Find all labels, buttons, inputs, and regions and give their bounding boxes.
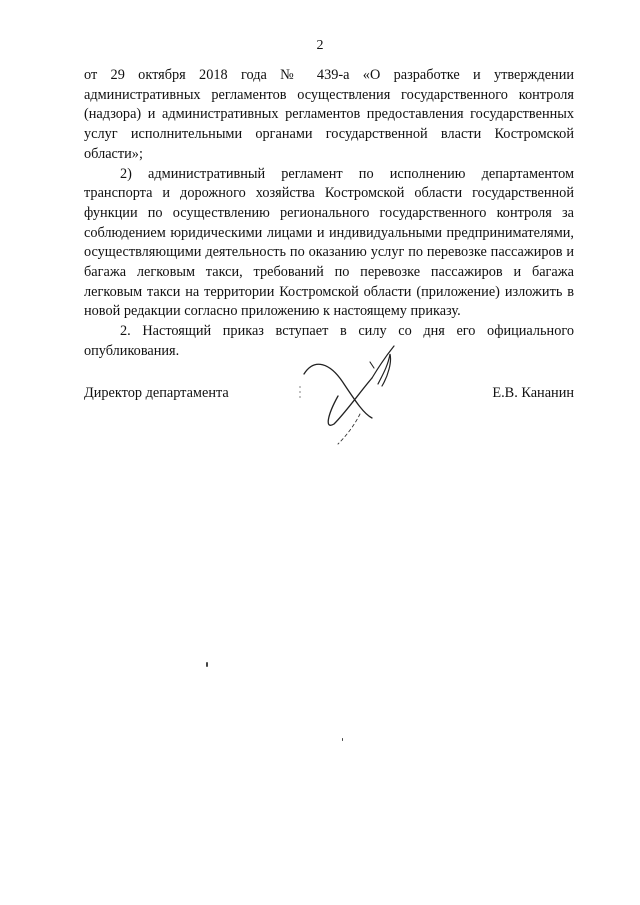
paragraph-item-2: 2) административный регламент по исполнению департаментом транспорта и дорожного хозяйства Костромской области государственной функции по осуществлению регионального государственного контроля за соблюдением юридическими лицами и индивидуальными предпринимателями, осуществляющими деятельность по оказанию услуг по перевозке пассажиров и багажа легковым такси, требований по перевозке пассажиров и багажа легковым такси на территории Костромской области (приложение) изложить в новой редакции согласно приложению к настоящему приказу. xyxy=(84,165,574,320)
scan-speck xyxy=(206,662,208,667)
signatory-title: Директор департамента xyxy=(84,385,229,401)
scan-speck xyxy=(342,738,343,741)
document-body xyxy=(84,66,574,362)
paragraph-effective-date: 2. Настоящий приказ вступает в силу со дня его официального опубликования. xyxy=(84,323,574,359)
handwritten-signature xyxy=(298,340,408,455)
paragraph-continuation: от 29 октября 2018 года № 439-а «О разработке и утверждении административных регламентов осуществления государственного контроля (надзора) и административных регламентов предоставления государственных услуг исполнительными органами государственной власти Костромской области»; xyxy=(84,67,574,162)
signatory-name: Е.В. Кананин xyxy=(492,385,574,401)
page-number: 2 xyxy=(316,38,324,53)
